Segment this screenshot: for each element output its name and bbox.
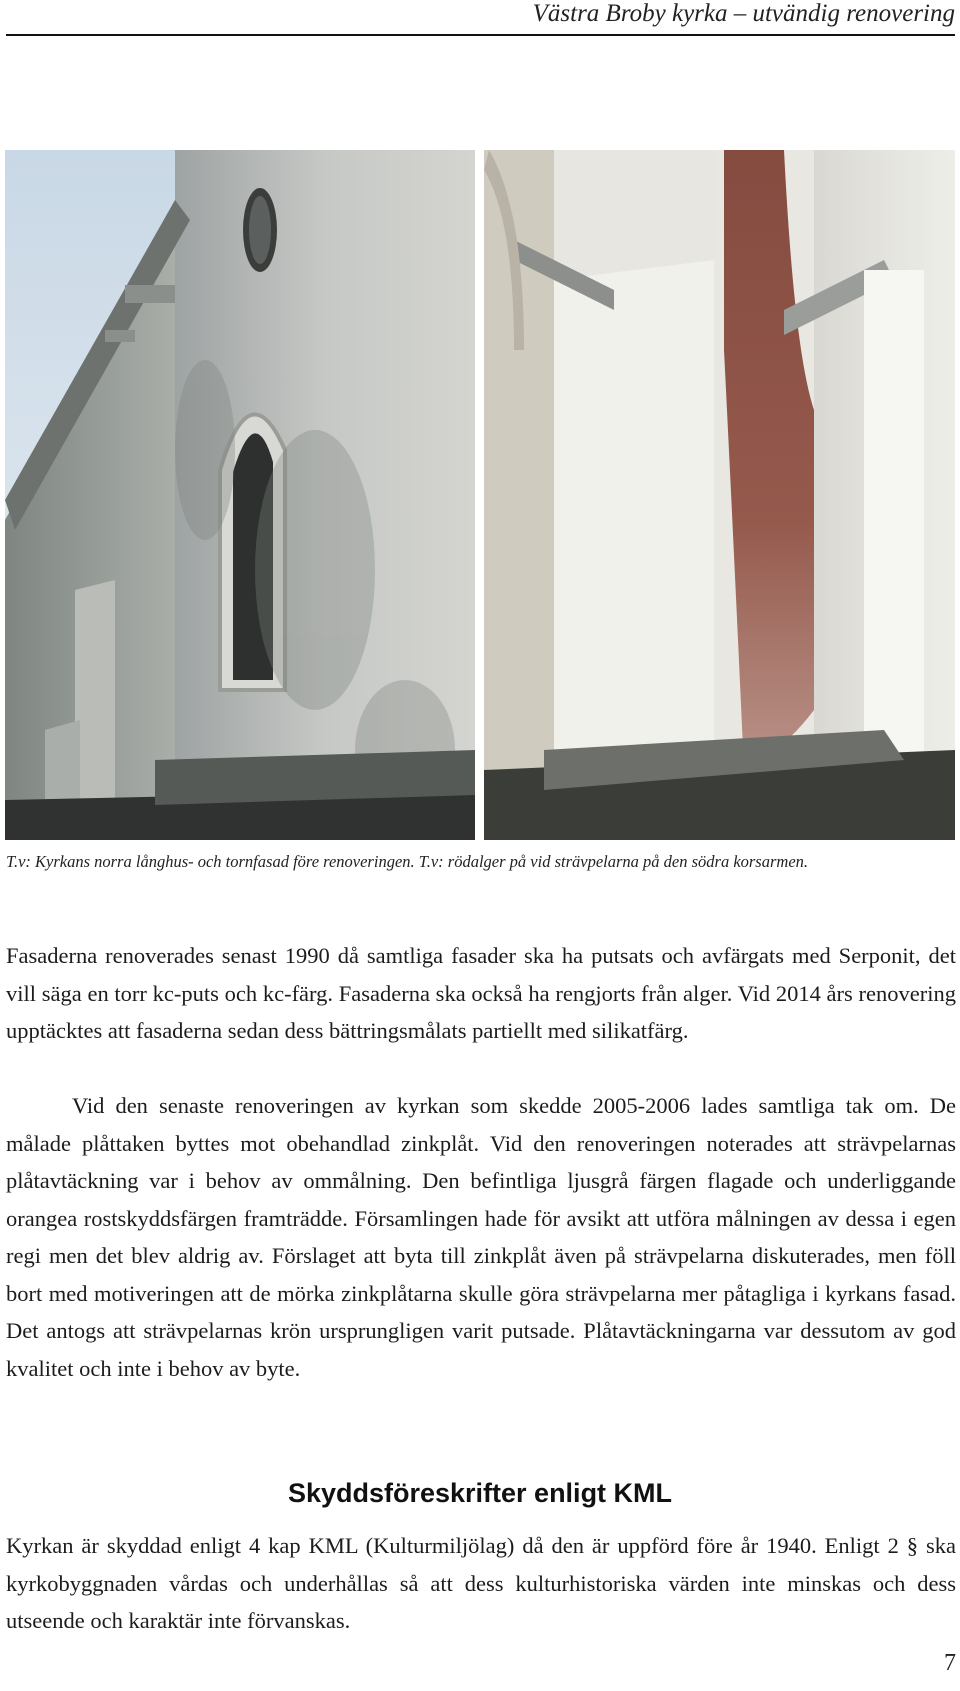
buttress-red-algae-illustration	[484, 150, 955, 840]
section-heading: Skyddsföreskrifter enligt KML	[287, 1478, 673, 1508]
figure-caption: T.v: Kyrkans norra långhus- och tornfasad före renoveringen. T.v: rödalger på vid strävpelarna på den södra korsarmen.	[6, 852, 809, 871]
body-paragraph: Fasaderna renoverades senast 1990 då samtliga fasader ska ha putsats och avfärgats med Serponit, det vill säga en torr kc-puts och kc-färg. Fasaderna ska också ha rengjorts från alger. Vid 2014 års renovering upptäcktes att fasaderna sedan dess bättringsmålats partiellt med silikatfärg.	[6, 943, 956, 1043]
header-rule	[6, 34, 955, 36]
church-north-facade-photo	[5, 150, 475, 840]
section-paragraph: Kyrkan är skyddad enligt 4 kap KML (Kulturmiljölag) då den är uppförd före år 1940. Enligt 2 § ska kyrkobyggnaden vårdas och underhållas så att dess kulturhistoriska värden inte minskas och dess utseende och karaktär inte förvanskas.	[6, 1533, 956, 1633]
running-header	[0, 0, 955, 36]
church-north-facade-illustration	[5, 150, 475, 840]
buttress-red-algae-photo	[484, 150, 955, 840]
page-number: 7	[944, 1650, 956, 1676]
running-title: Västra Broby kyrka – utvändig renovering	[532, 0, 955, 27]
body-paragraph: Vid den senaste renoveringen av kyrkan som skedde 2005-2006 lades samtliga tak om. De målade plåttaken byttes mot obehandlad zinkplåt. Vid den renoveringen noterades att strävpelarnas plåtavtäckning var i behov av ommålning. Den befintliga ljusgrå färgen flagade och underliggande orangea rostskyddsfärgen framträdde. Församlingen hade för avsikt att utföra målningen av dessa i egen regi men det blev aldrig av. Förslaget att byta till zinkplåt även på strävpelarna diskuterades, men föll bort med motiveringen att de mörka zinkplåtarna skulle göra strävpelarna mer påtagliga i kyrkans fasad. Det antogs att strävpelarnas krön ursprungligen varit putsade. Plåtavtäckningarna var dessutom av god kvalitet och inte i behov av byte.	[6, 1093, 956, 1381]
